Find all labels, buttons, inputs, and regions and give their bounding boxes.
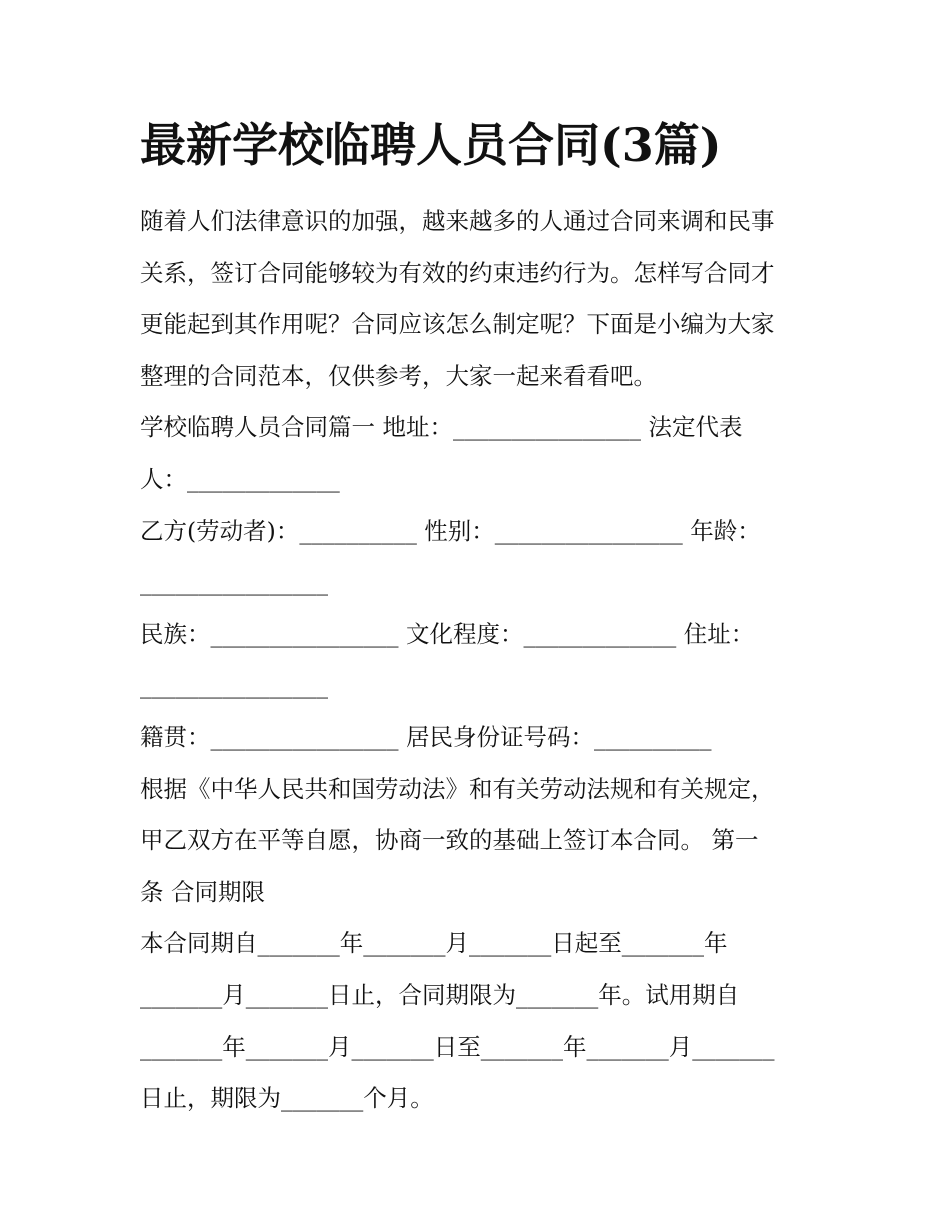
article-one-heading: 条 合同期限 — [140, 877, 265, 906]
legal-basis-line-1: 根据《中华人民共和国劳动法》和有关劳动法规和有关规定， — [140, 774, 775, 803]
document-page — [140, 112, 820, 1125]
native-place-id-line: 籍贯：________________ 居民身份证号码：__________ — [140, 722, 712, 751]
term-line-4: 日止，期限为_______个月。 — [140, 1084, 434, 1113]
party-a-address-line: 学校临聘人员合同篇一 地址：________________ 法定代表 — [140, 413, 743, 442]
ethnicity-education-line: 民族：________________ 文化程度：_____________ 住址： — [140, 619, 755, 648]
intro-line-3: 更能起到其作用呢？合同应该怎么制定呢？下面是小编为大家 — [140, 310, 775, 339]
party-b-info-line: 乙方(劳动者)：__________ 性别：________________ 年龄： — [140, 516, 761, 545]
term-line-2: _______月_______日止，合同期限为_______年。试用期自 — [140, 980, 740, 1009]
legal-basis-line-2: 甲乙双方在平等自愿，协商一致的基础上签订本合同。 第一 — [140, 826, 759, 855]
term-line-1: 本合同期自_______年_______月_______日起至_______年 — [140, 929, 728, 958]
address-blank-line: ________________ — [140, 671, 328, 700]
intro-line-2: 关系，签订合同能够较为有效的约束违约行为。怎样写合同才 — [140, 258, 775, 287]
age-blank-line: ________________ — [140, 568, 328, 597]
legal-representative-line: 人：_____________ — [140, 464, 340, 493]
intro-line-4: 整理的合同范本，仅供参考，大家一起来看看吧。 — [140, 361, 657, 390]
intro-line-1: 随着人们法律意识的加强，越来越多的人通过合同来调和民事 — [140, 207, 775, 235]
term-line-3: _______年_______月_______日至_______年_______月_______ — [140, 1032, 775, 1061]
document-title: 最新学校临聘人员合同(3篇) — [140, 118, 722, 172]
